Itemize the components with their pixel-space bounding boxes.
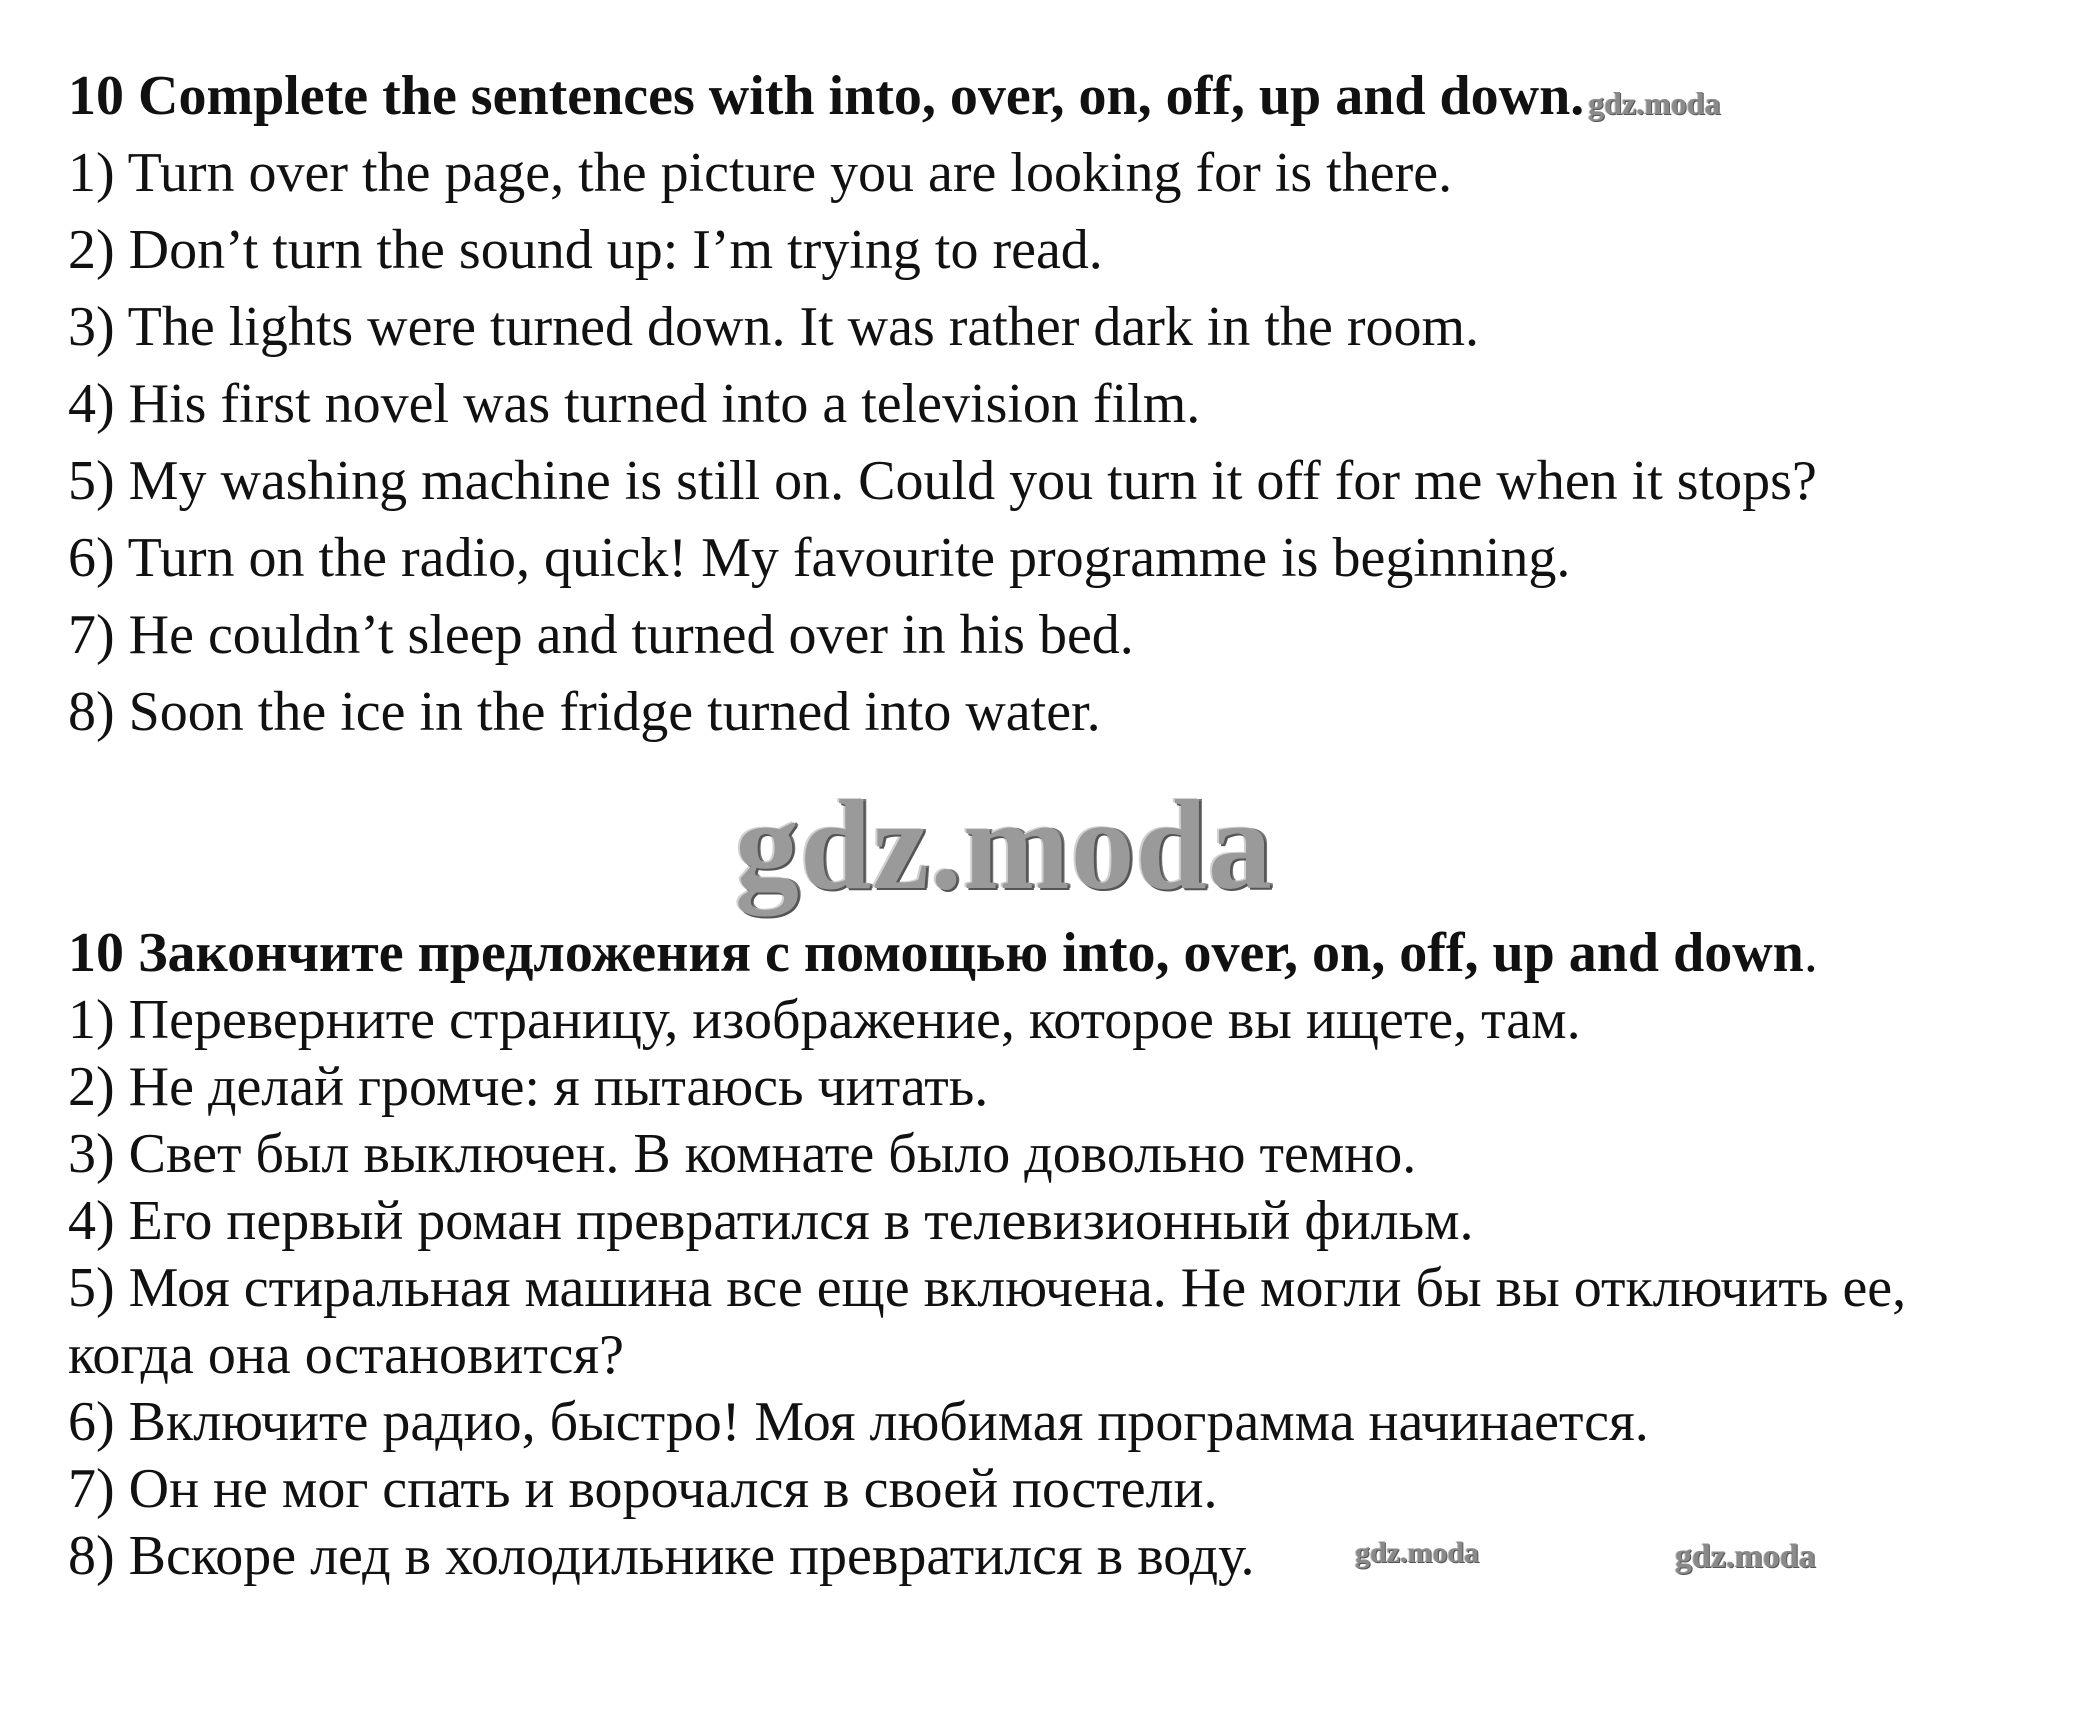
russian-sentence-7: 7) Он не мог спать и ворочался в своей постели.: [68, 1458, 1218, 1520]
watermark-center: gdz.moda: [735, 774, 1273, 916]
english-sentence-6: 6) Turn on the radio, quick! My favourite programme is beginning.: [68, 527, 1571, 589]
watermark-bottom-left: gdz.moda: [1355, 1536, 1480, 1569]
english-sentence-2: 2) Don’t turn the sound up: I’m trying to read.: [68, 219, 1103, 281]
english-sentence-5: 5) My washing machine is still on. Could you turn it off for me when it stops?: [68, 450, 1817, 512]
watermark-top: gdz.moda: [1588, 85, 1721, 121]
russian-sentence-5: 5) Моя стиральная машина все еще включена. Не могли бы вы отключить ее,: [68, 1257, 1907, 1319]
english-sentence-1: 1) Turn over the page, the picture you are looking for is there.: [68, 142, 1453, 204]
russian-sentence-1: 1) Переверните страницу, изображение, которое вы ищете, там.: [68, 989, 1581, 1051]
english-heading: [68, 65, 1721, 127]
english-sentence-7: 7) He couldn’t sleep and turned over in his bed.: [68, 604, 1134, 666]
russian-sentence-8: 8) Вскоре лед в холодильнике превратился в воду.: [68, 1525, 1255, 1587]
russian-sentence-6: 6) Включите радио, быстро! Моя любимая программа начинается.: [68, 1391, 1649, 1453]
russian-sentence-2: 2) Не делай громче: я пытаюсь читать.: [68, 1056, 989, 1118]
english-sentence-3: 3) The lights were turned down. It was rather dark in the room.: [68, 296, 1480, 358]
russian-sentence-4: 4) Его первый роман превратился в телевизионный фильм.: [68, 1190, 1474, 1252]
english-sentence-4: 4) His first novel was turned into a television film.: [68, 373, 1201, 435]
russian-heading-text: 10 Закончите предложения с помощью into, over, on, off, up and down: [68, 922, 1804, 984]
russian-sentence-5-continued: когда она остановится?: [68, 1324, 624, 1386]
watermark-bottom-right: gdz.moda: [1675, 1538, 1816, 1575]
russian-sentence-3: 3) Свет был выключен. В комнате было довольно темно.: [68, 1123, 1417, 1185]
english-heading-text: 10 Complete the sentences with into, over, on, off, up and down.: [68, 65, 1585, 127]
russian-heading-period: .: [1803, 922, 1818, 984]
russian-heading: [68, 922, 1818, 984]
english-sentence-8: 8) Soon the ice in the fridge turned into water.: [68, 681, 1101, 743]
